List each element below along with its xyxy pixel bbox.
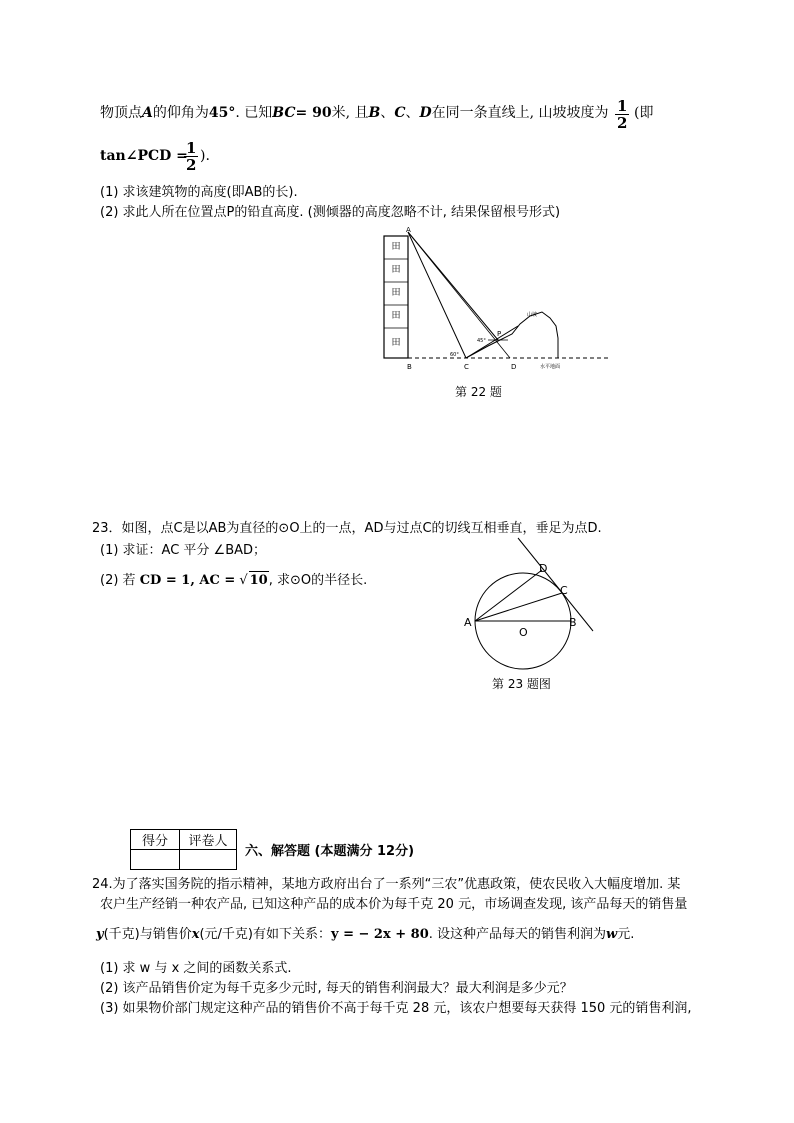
tangent-line xyxy=(518,538,593,631)
q22-figure xyxy=(370,222,620,372)
label-horizon: 水平地面 xyxy=(540,364,561,370)
label-B: B xyxy=(407,363,412,371)
label-angle-c: 60° xyxy=(450,352,459,358)
grader-header: 评卷人 xyxy=(180,830,237,850)
window-5: 田 xyxy=(391,338,401,348)
section6-title: 六、解答题 (本题满分 12分) xyxy=(245,844,415,859)
q23-sub2: (2) 若 CD = 1, AC = √ 10, 求⊙O的半径长. xyxy=(100,573,368,588)
q24-sub3: (3) 如果物价部门规定这种产品的销售价不高于每千克 28 元，该农户想要每天获得 150 元的销售利润, xyxy=(100,1001,692,1016)
q23-sub1: (1) 求证：AC 平分 ∠BAD； xyxy=(100,543,267,558)
q24-sub1: (1) 求 w 与 x 之间的函数关系式. xyxy=(100,961,292,976)
label-B: B xyxy=(569,616,577,629)
score-table xyxy=(130,829,237,870)
q22-sub2: (2) 求此人所在位置点P的铅直高度. (测倾器的高度忽略不计, 结果保留根号形式) xyxy=(100,205,561,220)
line-AC xyxy=(475,593,562,621)
q24-line3: y(千克)与销售价x(元/千克)有如下关系：y = − 2x + 80. 设这种产品每天的销售利润为w元. xyxy=(96,927,635,942)
q22-line1: 物顶点A的仰角为45°. 已知BC= 90米, 且B、C、D在同一条直线上, 山坡坡度为 xyxy=(100,105,609,121)
q22-tan-fraction: $\frac{1}{2}$ xyxy=(186,139,197,174)
label-mountain: 山坡 xyxy=(527,312,538,318)
line-AC xyxy=(408,232,466,358)
q24-line1: 24.为了落实国务院的指示精神，某地方政府出台了一系列“三农”优惠政策，使农民收入大幅度增加. 某 xyxy=(92,877,681,892)
label-A: A xyxy=(406,226,411,234)
label-D: D xyxy=(539,562,548,575)
q22-caption: 第 22 题 xyxy=(455,385,502,399)
q22-line1-end: (即 xyxy=(634,105,654,121)
label-angle-p: 45° xyxy=(477,338,486,344)
q24-sub2: (2) 该产品销售价定为每千克多少元时, 每天的销售利润最大？最大利润是多少元？ xyxy=(100,981,573,996)
q23-caption: 第 23 题图 xyxy=(492,677,551,691)
q22-slope-fraction: $\frac{1}{2}$ xyxy=(617,97,628,132)
score-header: 得分 xyxy=(131,830,180,850)
q22-sub1: (1) 求该建筑物的高度(即AB的长). xyxy=(100,185,298,200)
label-D: D xyxy=(511,363,517,371)
q24-line2: 农户生产经销一种农产品, 已知这种产品的成本价为每千克 20 元，市场调查发现, 该产品每天的销售量 xyxy=(100,897,688,912)
label-C: C xyxy=(464,363,469,371)
q22-tan: tan∠PCD = xyxy=(100,148,188,164)
label-A: A xyxy=(464,616,472,629)
window-3: 田 xyxy=(391,288,401,298)
q23-figure xyxy=(460,530,610,675)
q23-line1: 23．如图，点C是以AB为直径的⊙O上的一点，AD与过点C的切线互相垂直，垂足为点D. xyxy=(92,521,602,536)
label-C: C xyxy=(560,584,568,597)
window-2: 田 xyxy=(391,265,401,275)
line-AD xyxy=(475,570,542,621)
window-1: 田 xyxy=(391,242,401,252)
score-cell xyxy=(131,850,180,870)
label-P: P xyxy=(497,330,502,338)
q22-tan-end: ). xyxy=(200,148,210,164)
window-4: 田 xyxy=(391,311,401,321)
label-O: O xyxy=(519,626,528,639)
grader-cell xyxy=(180,850,237,870)
